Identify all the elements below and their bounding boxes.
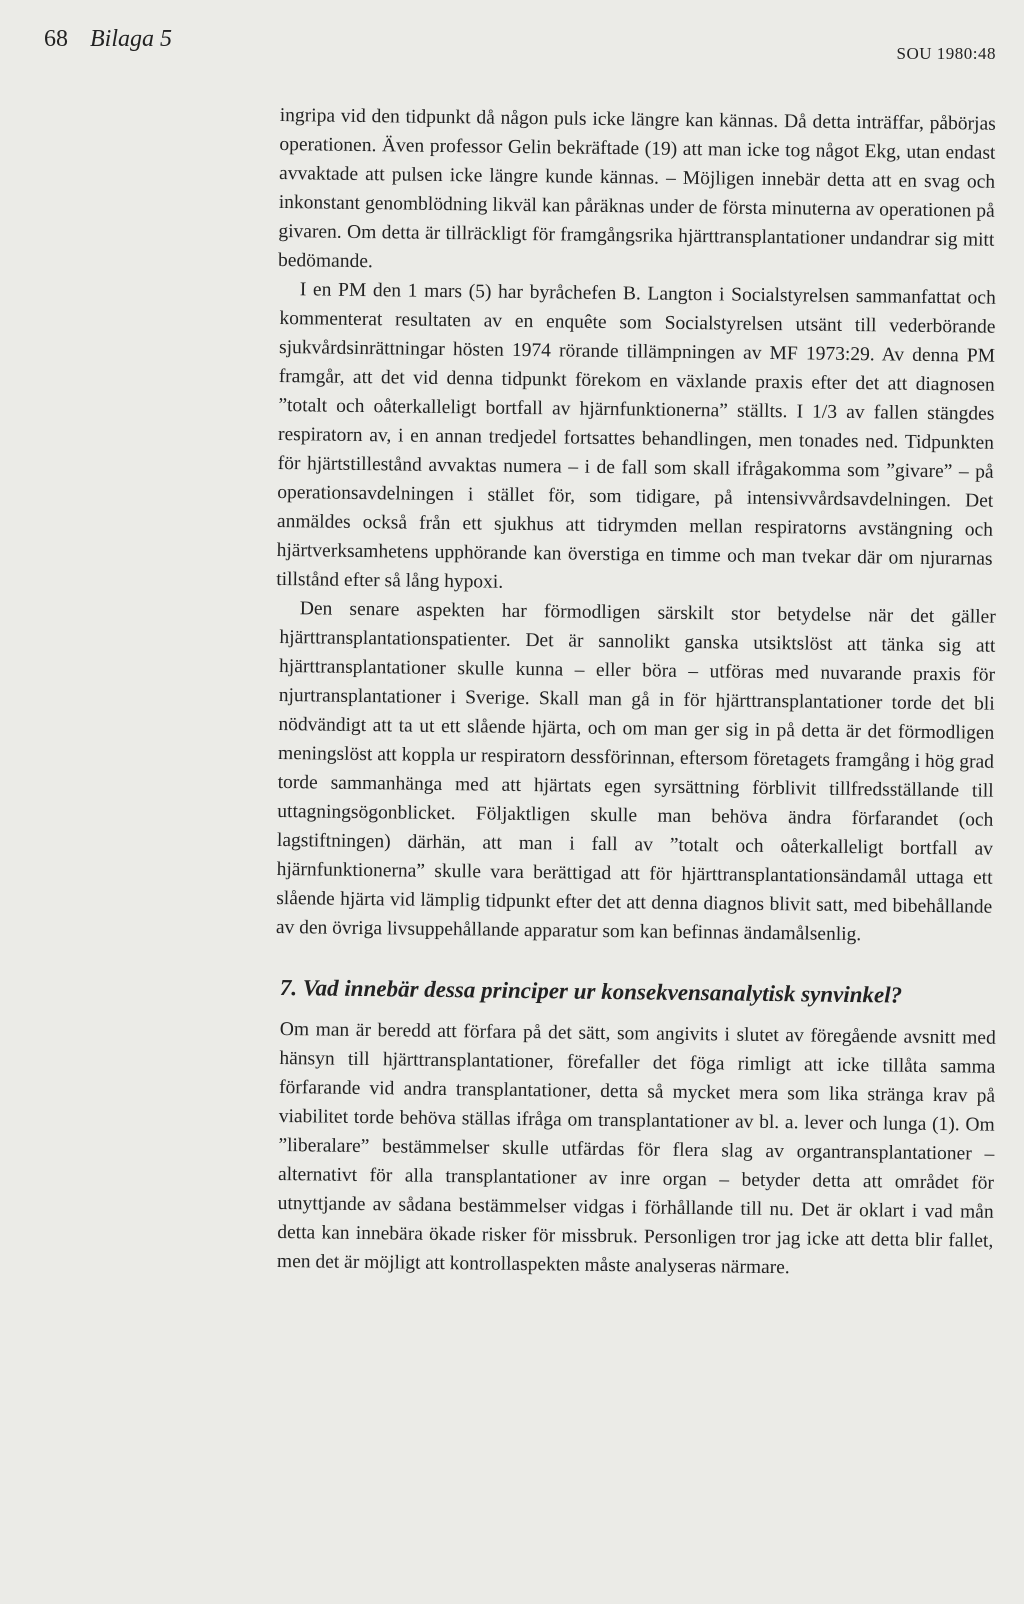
report-id: SOU 1980:48 bbox=[896, 44, 996, 63]
page-header bbox=[44, 22, 996, 72]
body-text bbox=[275, 101, 996, 1279]
paragraph-2: I en PM den 1 mars (5) har byråchefen B. Langton i Socialstyrelsen sammanfattat och kommenterat resultaten av en enquête som Socialstyrelsen utsänt till vederbörande sjukvårdsinrättningar hösten 1974 rörande tillämpningen av MF 1973:29. Av denna PM framgår, att det vid denna tidpunkt förekom en växlande praxis efter det att diagnosen ”totalt och oåterkalleligt bortfall av hjärnfunktionerna” ställts. I 1/3 av fallen stängdes respiratorn av, i en annan tredjedel fortsattes behandlingen, men tonades ned. Tidpunkten för hjärtstillestånd avvaktas numera – i de fall som skall ifrågakomma som ”givare” – på operationsavdelningen i stället för, som tidigare, på intensivvårdsavdelningen. Det anmäldes också från ett sjukhus att tidrymden mellan respiratorns avstängning och hjärtverksamhetens upphörande kan överstiga en timme och man tvekar där om njurarnas tillstånd efter så lång hypoxi. bbox=[276, 279, 996, 593]
paragraph-1: ingripa vid den tidpunkt då någon puls icke längre kan kännas. Då detta inträffar, påbörjas operationen. Även professor Gelin bekräftade (19) att man icke tog något Ekg, utan endast avvaktade att pulsen icke längre kunde kännas. – Möjligen innebär detta att en svag och inkonstant genomblödning likväl kan påräknas under de första minuterna av operationen på givaren. Om detta är tillräckligt för framgångsrika hjärttransplantationer undandrar sig mitt bedömande. bbox=[277, 104, 996, 273]
page-number: 68 bbox=[44, 26, 68, 52]
section-heading: 7. Vad innebär dessa principer ur konsekvensanalytisk synvinkel? bbox=[279, 974, 903, 1008]
running-title: Bilaga 5 bbox=[90, 26, 172, 52]
section-paragraph: Om man är beredd att förfara på det sätt, som angivits i slutet av föregående avsnitt med hänsyn till hjärttransplantationer, förefaller det föga rimligt att icke tillåta samma förfarande vid andra transplantationer, detta så mycket mera som lika stränga krav på viabilitet torde behöva ställas ifråga om transplantationer av bl. a. lever och lunga (1). Om ”liberalare” bestämmelser skulle utfärdas för flera slag av organtransplantationer – alternativt för alla transplantationer av inre organ – betyder detta att området för utnyttjande av sådana bestämmelser vidgas i förhållande till nu. Det är oklart i vad mån detta kan innebära ökade risker för missbruk. Personligen tror jag icke att detta blir fallet, men det är möjligt att kontrollaspekten måste analyseras närmare. bbox=[276, 1018, 996, 1279]
paragraph-3: Den senare aspekten har förmodligen särskilt stor betydelse när det gäller hjärttransplantationspatienter. Det är sannolikt ganska utsiktslöst att tänka sig att hjärttransplantationer skulle kunna – eller böra – utföras med nuvarande praxis för njurtransplantationer i Sverige. Skall man gå in för hjärttransplantationer torde det bli nödvändigt att ta ut ett slående hjärta, och om man ger sig in på detta är det förmodligen meningslöst att koppla ur respiratorn dessförinnan, eftersom företagets framgång i hög grad torde sammanhänga med att hjärtats egen syrsättning förblivit tillfredsställande till uttagningsögonblicket. Följaktligen skulle man behöva ändra förfarandet (och lagstiftningen) därhän, att man i fall av ”totalt och oåterkalleligt bortfall av hjärnfunktionerna” skulle vara berättigad att för hjärttransplantationsändamål uttaga ett slående hjärta vid lämplig tidpunkt efter det att denna diagnos blivit satt, med bibehållande av den övriga livsuppehållande apparatur som kan befinnas ändamålsenlig. bbox=[275, 598, 996, 946]
